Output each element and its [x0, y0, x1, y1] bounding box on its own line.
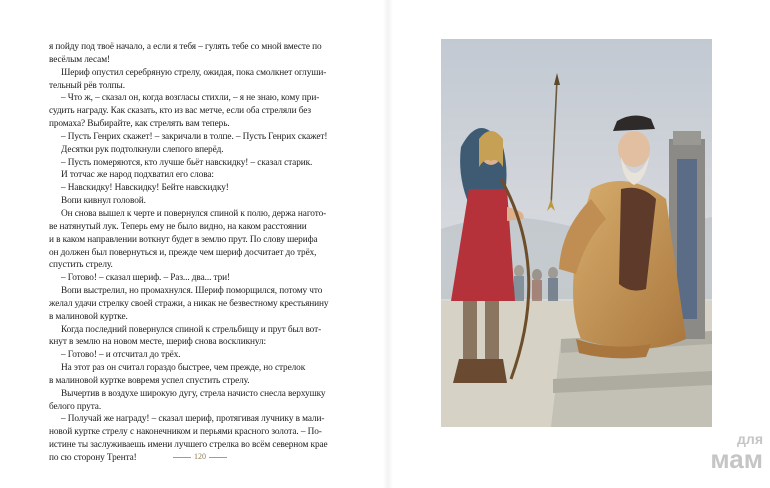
text-line: кнут в землю на новом месте, шериф снова воскликнул:: [49, 337, 267, 348]
text-line: я пойду под твоё начало, а если я тебя – гулять тебе со мной вместе по: [49, 42, 322, 52]
text-line: по сю сторону Трента!: [49, 453, 137, 463]
text-line: желал удачи стрелку своей стражи, а никак не безвестному крестьянину: [49, 298, 329, 309]
left-page-text: [49, 41, 347, 465]
text-line: – Что ж, – сказал он, когда возгласы стихли, – я не знаю, кому при-: [61, 93, 320, 104]
text-line: – Готово! – сказал шериф. – Раз... два... три!: [61, 273, 231, 284]
text-line: новой куртке стрелу с наконечником и перьями красного золота. – По-: [49, 427, 322, 438]
text-line: весёлым лесам!: [49, 54, 110, 65]
text-line: На этот раз он считал гораздо быстрее, чем прежде, но стрелок: [61, 363, 306, 374]
page-number-label: 120: [194, 452, 206, 461]
text-line: И тотчас же народ подхватил его слова:: [61, 170, 214, 181]
text-line: Десятки рук подтолкнули слепого вперёд.: [61, 144, 224, 155]
text-line: – Пусть померяются, кто лучше бьёт навскидку! – сказал старик.: [61, 157, 313, 168]
text-line: он должен был повернуться и, прежде чем шериф досчитает до трёх,: [49, 247, 317, 258]
text-line: Вопи кивнул головой.: [61, 196, 146, 207]
text-line: ве натянутый лук. Теперь ему не было видно, на каком расстоянии: [49, 221, 307, 232]
text-line: – Навскидку! Навскидку! Бейте навскидку!: [61, 183, 229, 194]
text-line: Вопи выстрелил, но промахнулся. Шериф поморщился, потому что: [61, 286, 323, 297]
page-number: [160, 452, 240, 464]
folio-rule-left: [173, 457, 191, 458]
watermark-line-2: мам: [710, 444, 763, 474]
text-line: судить награду. Как сказать, кто из вас метче, если оба стреляли без: [49, 106, 311, 117]
text-line: белого прута.: [49, 401, 102, 412]
text-line: спустить стрелу.: [49, 260, 113, 271]
text-line: Он снова вышел к черте и повернулся спиной к полю, держа нагото-: [61, 208, 327, 219]
folio-rule-right: [209, 457, 227, 458]
illustration-art: [441, 39, 712, 427]
watermark-line-1: для: [737, 431, 763, 447]
text-line: Шериф опустил серебряную стрелу, ожидая, пока смолкнет оглуши-: [61, 67, 327, 78]
text-line: истине ты заслуживаешь имени лучшего стрелка во всём северном крае: [49, 440, 328, 451]
text-line: Когда последний повернулся спиной к стрельбищу и прут был вот-: [61, 324, 322, 335]
text-line: промаха? Выбирайте, как стрелять вам теперь.: [49, 119, 230, 130]
illustration-sheriff-and-archer: [441, 39, 712, 427]
text-line: и в каком направлении воткнут будет в землю прут. По слову шерифа: [49, 234, 318, 245]
text-line: тельный рёв толпы.: [49, 80, 125, 91]
text-line: – Готово! – и отсчитал до трёх.: [61, 350, 181, 361]
text-line: – Пусть Генрих скажет! – закричали в толпе. – Пусть Генрих скажет!: [61, 131, 328, 142]
watermark: [683, 432, 763, 482]
page-gutter: [383, 0, 393, 488]
text-line: Вычертив в воздухе широкую дугу, стрела начисто снесла верхушку: [61, 388, 326, 399]
text-line: в малиновой куртке вовремя успел спустить стрелу.: [49, 375, 250, 386]
text-line: – Получай же награду! – сказал шериф, протягивая лучнику в мали-: [61, 414, 325, 425]
text-line: в малиновой куртке.: [49, 311, 128, 322]
